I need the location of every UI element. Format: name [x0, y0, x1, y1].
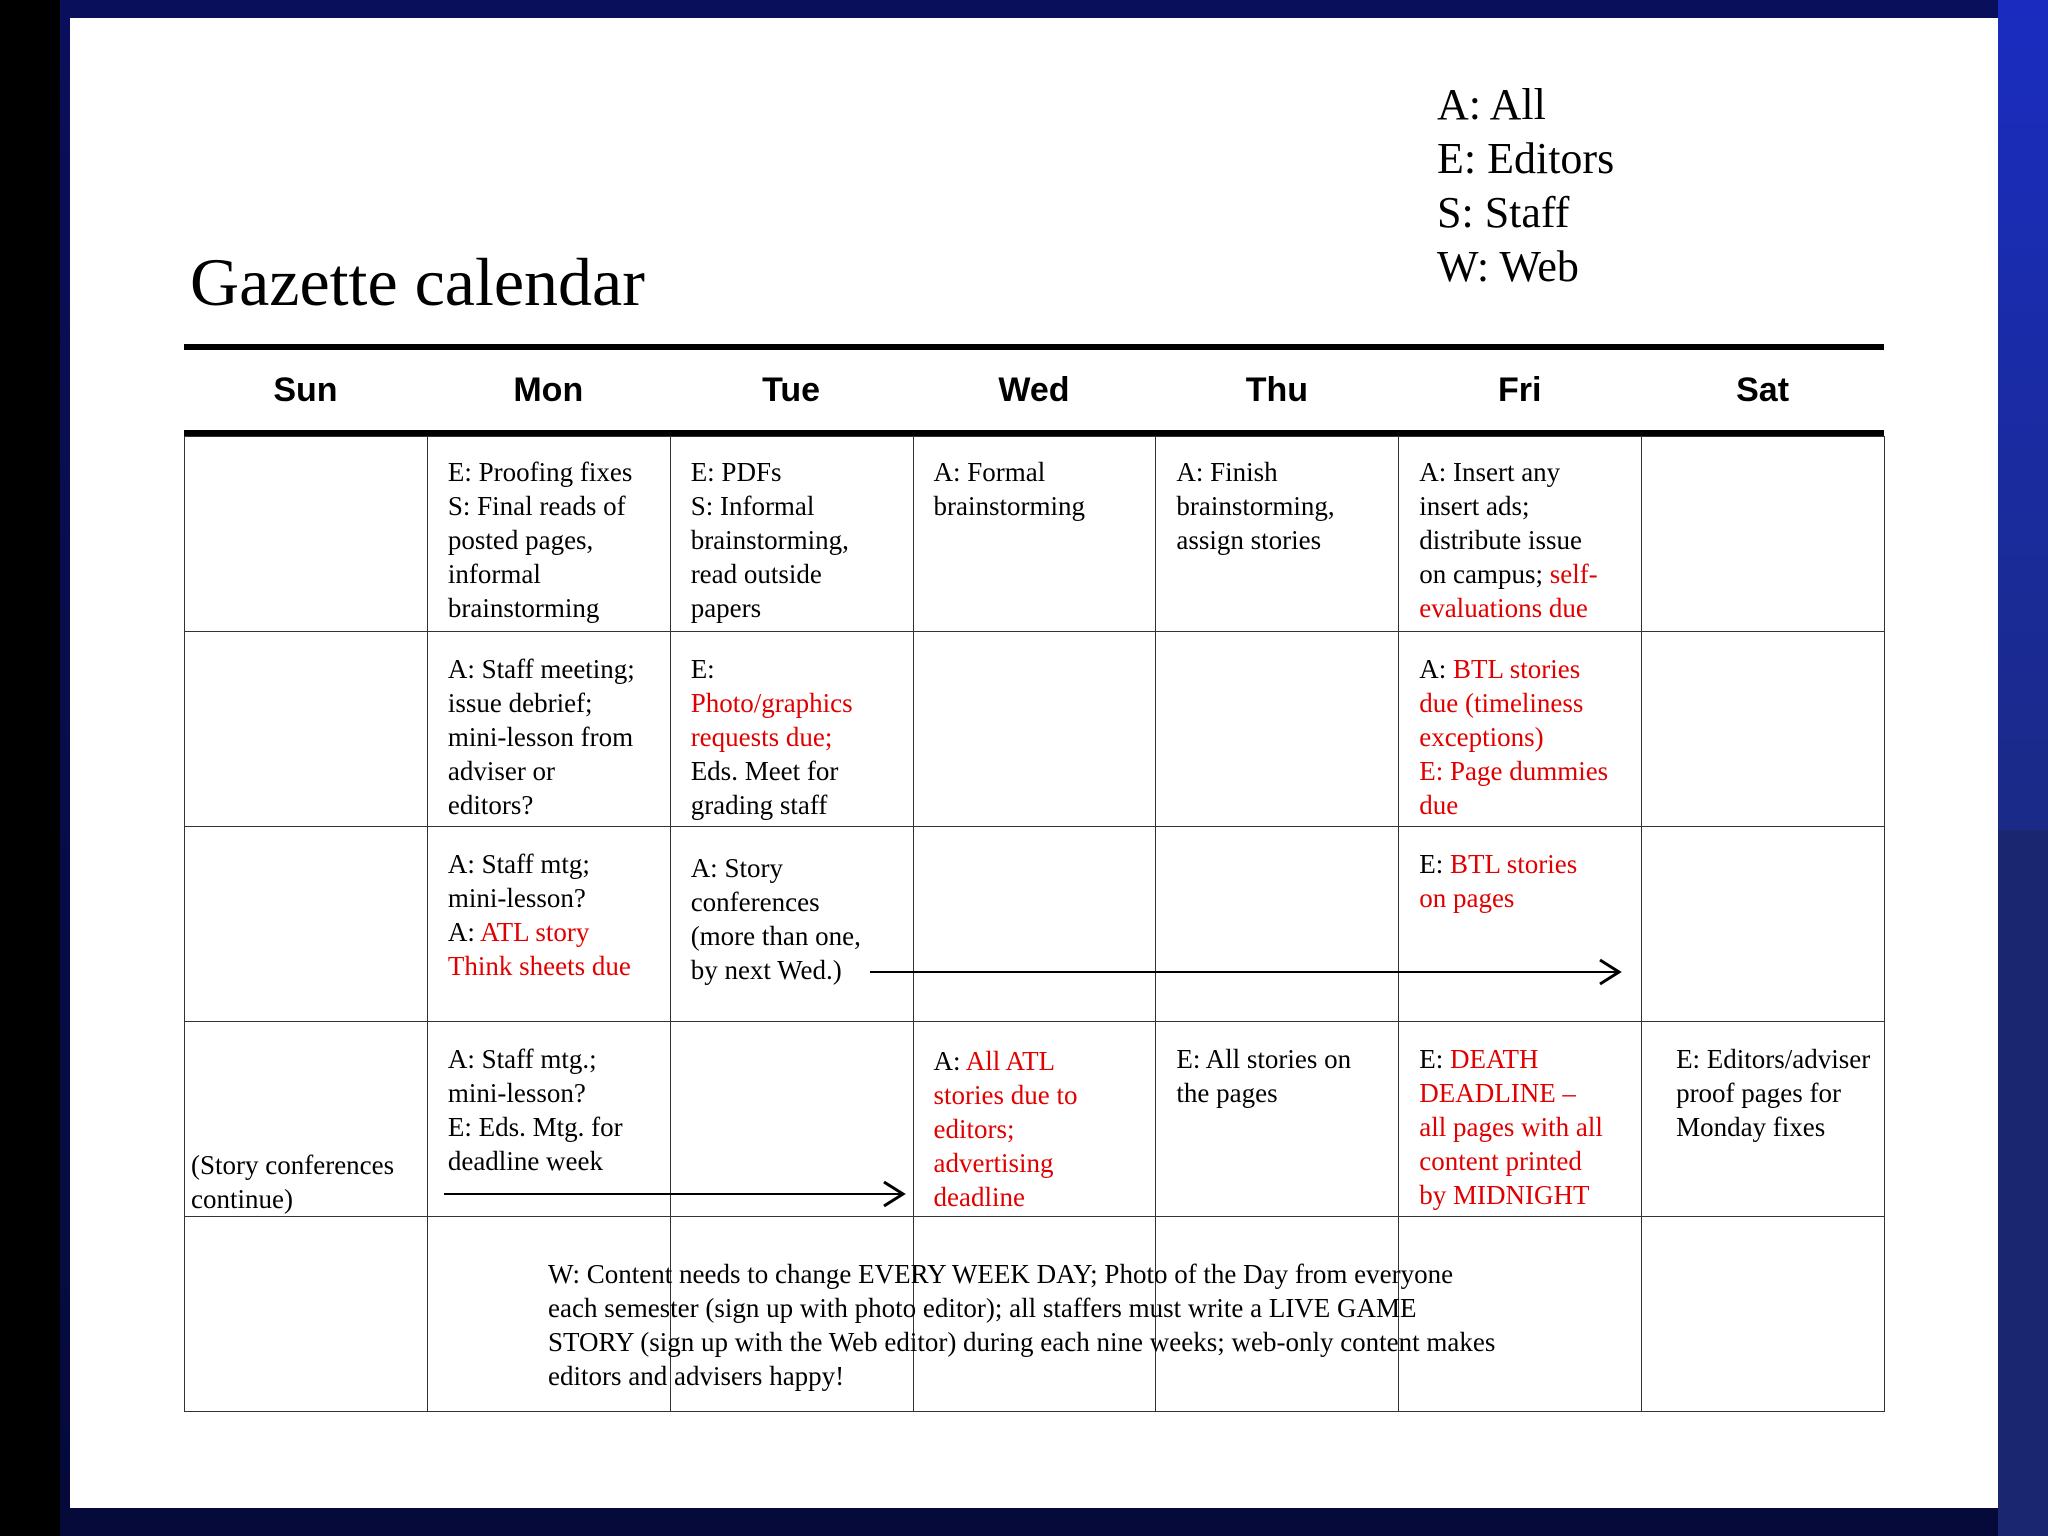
- cell-text-line: [448, 1076, 662, 1110]
- cell-text-line: [934, 1112, 1148, 1146]
- calendar-cell-sat: [1642, 1217, 1885, 1412]
- cell-text-line: [191, 1148, 423, 1182]
- cell-text: issue debrief;: [447, 688, 593, 718]
- cell-text-red: evaluations due: [1419, 593, 1588, 623]
- calendar-cell-wed: [913, 827, 1156, 1022]
- cell-text-line: [1419, 881, 1633, 915]
- cell-text-line: [691, 686, 905, 720]
- cell-text: on campus;: [1419, 559, 1550, 589]
- web-note-line: editors and advisers happy!: [548, 1361, 845, 1391]
- cell-text: papers: [690, 593, 762, 623]
- cell-text-line: [691, 788, 905, 822]
- calendar-cell-sun: [185, 632, 428, 827]
- cell-text-red: Photo/graphics: [690, 688, 853, 718]
- cell-text: adviser or: [447, 756, 556, 786]
- cell-text-red: BTL stories: [1452, 654, 1581, 684]
- cell-text: A: Staff meeting;: [447, 654, 635, 684]
- right-frame-bar: [1998, 830, 2048, 1536]
- cell-text-red: content printed: [1419, 1146, 1582, 1176]
- cell-text-line: [934, 1180, 1148, 1214]
- calendar-cell-thu: [1156, 437, 1399, 632]
- cell-text-line: [691, 953, 905, 987]
- cell-text: A: Insert any: [1419, 457, 1561, 487]
- calendar-cell-sat: [1642, 632, 1885, 827]
- cell-text-red: by MIDNIGHT: [1419, 1180, 1590, 1210]
- cell-text-red: E: Page dummies: [1419, 756, 1609, 786]
- cell-text-line: [1419, 1076, 1633, 1110]
- cell-text-line: [934, 489, 1148, 523]
- cell-text-line: [1419, 523, 1633, 557]
- cell-text: S: Final reads of: [447, 491, 626, 521]
- cell-text-line: [1676, 1076, 1876, 1110]
- cell-text-line: [448, 847, 662, 881]
- cell-text: E: PDFs: [690, 457, 782, 487]
- cell-text-red: self-: [1549, 559, 1598, 589]
- cell-text-red: due: [1419, 790, 1459, 820]
- legend-item: W: Web: [1437, 242, 1579, 291]
- cell-text-red: on pages: [1419, 883, 1515, 913]
- cell-text: read outside: [690, 559, 822, 589]
- cell-text-line: [691, 523, 905, 557]
- cell-text-line: [1419, 652, 1633, 686]
- cell-text: mini-lesson from: [447, 722, 634, 752]
- cell-text: (Story conferences: [191, 1150, 395, 1180]
- cell-text: Eds. Meet for: [690, 756, 839, 786]
- cell-text-line: [1419, 720, 1633, 754]
- calendar-cell-sat: [1642, 437, 1885, 632]
- left-frame: [0, 0, 60, 1536]
- day-header: Thu: [1245, 371, 1309, 409]
- day-header: Sat: [1736, 371, 1790, 409]
- cell-text: E: Editors/adviser: [1676, 1044, 1871, 1074]
- cell-text-red: DEADLINE –: [1419, 1078, 1576, 1108]
- cell-text-line: [1419, 847, 1633, 881]
- cell-text-line: [1419, 754, 1633, 788]
- cell-text: E:: [1419, 1044, 1450, 1074]
- cell-text-line: [448, 652, 662, 686]
- cell-text: editors?: [447, 790, 534, 820]
- cell-text-line: [1419, 557, 1633, 591]
- cell-text-line: [448, 788, 662, 822]
- cell-text: posted pages,: [447, 525, 594, 555]
- calendar-cell-thu: [1156, 827, 1399, 1022]
- cell-text-line: [448, 1042, 662, 1076]
- cell-text-line: [1419, 455, 1633, 489]
- cell-text-line: [691, 919, 905, 953]
- cell-text: assign stories: [1176, 525, 1322, 555]
- legend-item: S: Staff: [1437, 188, 1570, 237]
- cell-text-line: [691, 851, 905, 885]
- cell-text: E: Proofing fixes: [447, 457, 633, 487]
- cell-text-line: [691, 455, 905, 489]
- day-header: Tue: [762, 371, 821, 409]
- cell-text-line: [934, 455, 1148, 489]
- cell-text-line: [1676, 1110, 1876, 1144]
- cell-text: mini-lesson?: [447, 883, 586, 913]
- cell-text: A: Formal: [933, 457, 1046, 487]
- cell-text-red: BTL stories: [1449, 849, 1578, 879]
- web-note-line: each semester (sign up with photo editor); all staffers must write a LIVE GAME: [548, 1293, 1417, 1323]
- cell-text-line: [1176, 523, 1390, 557]
- cell-text: distribute issue: [1419, 525, 1582, 555]
- calendar-cell-tue: [670, 827, 913, 1022]
- cell-text: S: Informal: [690, 491, 815, 521]
- cell-text: brainstorming,: [690, 525, 849, 555]
- cell-text-red: ATL story: [480, 917, 590, 947]
- cell-text-line: [448, 881, 662, 915]
- cell-text-line: [1419, 1178, 1633, 1212]
- cell-text-line: [1419, 1042, 1633, 1076]
- calendar-cell-fri: [1399, 827, 1642, 1022]
- calendar-row: [185, 632, 1885, 827]
- cell-text-line: [448, 754, 662, 788]
- cell-text-line: [191, 1182, 423, 1216]
- calendar-cell-sat: [1642, 827, 1885, 1022]
- cell-text: mini-lesson?: [447, 1078, 586, 1108]
- calendar-cell-sun: [185, 1022, 428, 1217]
- calendar-cell-tue: [670, 632, 913, 827]
- calendar-cell-tue: [670, 1022, 913, 1217]
- cell-text-line: [448, 949, 662, 983]
- cell-text-line: [1419, 1110, 1633, 1144]
- day-header: Fri: [1498, 371, 1542, 409]
- cell-text-red: Think sheets due: [447, 951, 631, 981]
- legend-item: A: All: [1437, 80, 1546, 129]
- cell-text: proof pages for: [1676, 1078, 1842, 1108]
- cell-text-line: [691, 591, 905, 625]
- cell-text-line: [934, 1146, 1148, 1180]
- calendar-cell-sun: [185, 437, 428, 632]
- cell-text-line: [448, 523, 662, 557]
- slide: [70, 18, 1998, 1508]
- cell-text-line: [691, 720, 905, 754]
- cell-text-line: [1176, 1042, 1390, 1076]
- calendar-cell-wed: [913, 437, 1156, 632]
- calendar-cell-sun: [185, 1217, 428, 1412]
- cell-text: E: Eds. Mtg. for: [447, 1112, 623, 1142]
- cell-text: by next Wed.): [690, 955, 842, 985]
- cell-text-red: editors;: [933, 1114, 1015, 1144]
- cell-text-red: deadline: [933, 1182, 1025, 1212]
- cell-text-line: [1676, 1042, 1876, 1076]
- cell-text-red: requests due;: [690, 722, 833, 752]
- cell-text-line: [1419, 788, 1633, 822]
- cell-text-red: exceptions): [1419, 722, 1544, 752]
- cell-text-line: [1176, 1076, 1390, 1110]
- cell-text-line: [448, 686, 662, 720]
- cell-text: Monday fixes: [1676, 1112, 1826, 1142]
- cell-text-line: [448, 915, 662, 949]
- cell-text-line: [448, 591, 662, 625]
- cell-text-line: [448, 1110, 662, 1144]
- calendar-cell-mon: [427, 827, 670, 1022]
- cell-text-red: DEATH: [1449, 1044, 1539, 1074]
- cell-text: E:: [1419, 849, 1450, 879]
- cell-text-line: [691, 885, 905, 919]
- calendar-cell-thu: [1156, 1022, 1399, 1217]
- calendar-cell-mon: [427, 1022, 670, 1217]
- cell-text-red: advertising: [933, 1148, 1054, 1178]
- cell-text: A:: [447, 917, 481, 947]
- cell-text-line: [934, 1078, 1148, 1112]
- calendar-cell-thu: [1156, 632, 1399, 827]
- cell-text: insert ads;: [1419, 491, 1530, 521]
- calendar-cell-tue: [670, 437, 913, 632]
- legend: [1437, 78, 1614, 294]
- calendar-cell-sun: [185, 827, 428, 1022]
- cell-text: grading staff: [690, 790, 828, 820]
- web-note-line: W: Content needs to change EVERY WEEK DAY; Photo of the Day from everyone: [548, 1259, 1454, 1289]
- web-note: [548, 1257, 1648, 1393]
- cell-text: the pages: [1176, 1078, 1278, 1108]
- cell-text: A: Finish: [1176, 457, 1278, 487]
- day-header: Wed: [998, 371, 1070, 409]
- cell-text-red: due (timeliness: [1419, 688, 1584, 718]
- cell-text: brainstorming,: [1176, 491, 1335, 521]
- cell-text: A: Staff mtg;: [447, 849, 590, 879]
- cell-text: continue): [191, 1184, 293, 1214]
- cell-text-line: [1176, 455, 1390, 489]
- cell-text: E:: [690, 654, 715, 684]
- cell-text-line: [691, 652, 905, 686]
- calendar-cell-wed: [913, 632, 1156, 827]
- cell-text: A: Story: [690, 853, 783, 883]
- cell-text-line: [448, 455, 662, 489]
- day-header-row: [184, 350, 1884, 430]
- cell-text: brainstorming: [933, 491, 1086, 521]
- cell-text-red: all pages with all: [1419, 1112, 1603, 1142]
- cell-text-red: All ATL: [965, 1046, 1056, 1076]
- cell-text-line: [1176, 489, 1390, 523]
- cell-text: A:: [933, 1046, 966, 1076]
- cell-text: brainstorming: [447, 593, 600, 623]
- calendar-cell-sat: [1642, 1022, 1885, 1217]
- cell-text-line: [448, 1144, 662, 1178]
- calendar-row: [185, 1022, 1885, 1217]
- cell-text-line: [691, 754, 905, 788]
- cell-text-line: [448, 720, 662, 754]
- cell-text: conferences: [690, 887, 820, 917]
- cell-text: A:: [1419, 654, 1453, 684]
- calendar-cell-fri: [1399, 632, 1642, 827]
- day-header: Mon: [513, 371, 584, 409]
- day-header: Sun: [273, 371, 338, 409]
- cell-text: E: All stories on: [1176, 1044, 1352, 1074]
- cell-text-line: [1419, 489, 1633, 523]
- cell-text-red: stories due to: [933, 1080, 1078, 1110]
- cell-text-line: [691, 489, 905, 523]
- calendar-cell-mon: [427, 437, 670, 632]
- cell-text-line: [691, 557, 905, 591]
- web-note-line: STORY (sign up with the Web editor) during each nine weeks; web-only content makes: [548, 1327, 1496, 1357]
- cell-text-line: [448, 489, 662, 523]
- page-title: Gazette calendar: [190, 244, 645, 320]
- cell-text-line: [1419, 686, 1633, 720]
- calendar-cell-wed: [913, 1022, 1156, 1217]
- cell-text-line: [1419, 591, 1633, 625]
- cell-text-line: [934, 1044, 1148, 1078]
- cell-text-line: [448, 557, 662, 591]
- calendar-cell-fri: [1399, 1022, 1642, 1217]
- cell-text: (more than one,: [690, 921, 861, 951]
- calendar-cell-mon: [427, 632, 670, 827]
- legend-item: E: Editors: [1437, 134, 1615, 183]
- cell-text: A: Staff mtg.;: [447, 1044, 597, 1074]
- calendar-row: [185, 437, 1885, 632]
- cell-text: deadline week: [447, 1146, 604, 1176]
- calendar-cell-fri: [1399, 437, 1642, 632]
- calendar-row: [185, 827, 1885, 1022]
- cell-text-line: [1419, 1144, 1633, 1178]
- cell-text: informal: [447, 559, 541, 589]
